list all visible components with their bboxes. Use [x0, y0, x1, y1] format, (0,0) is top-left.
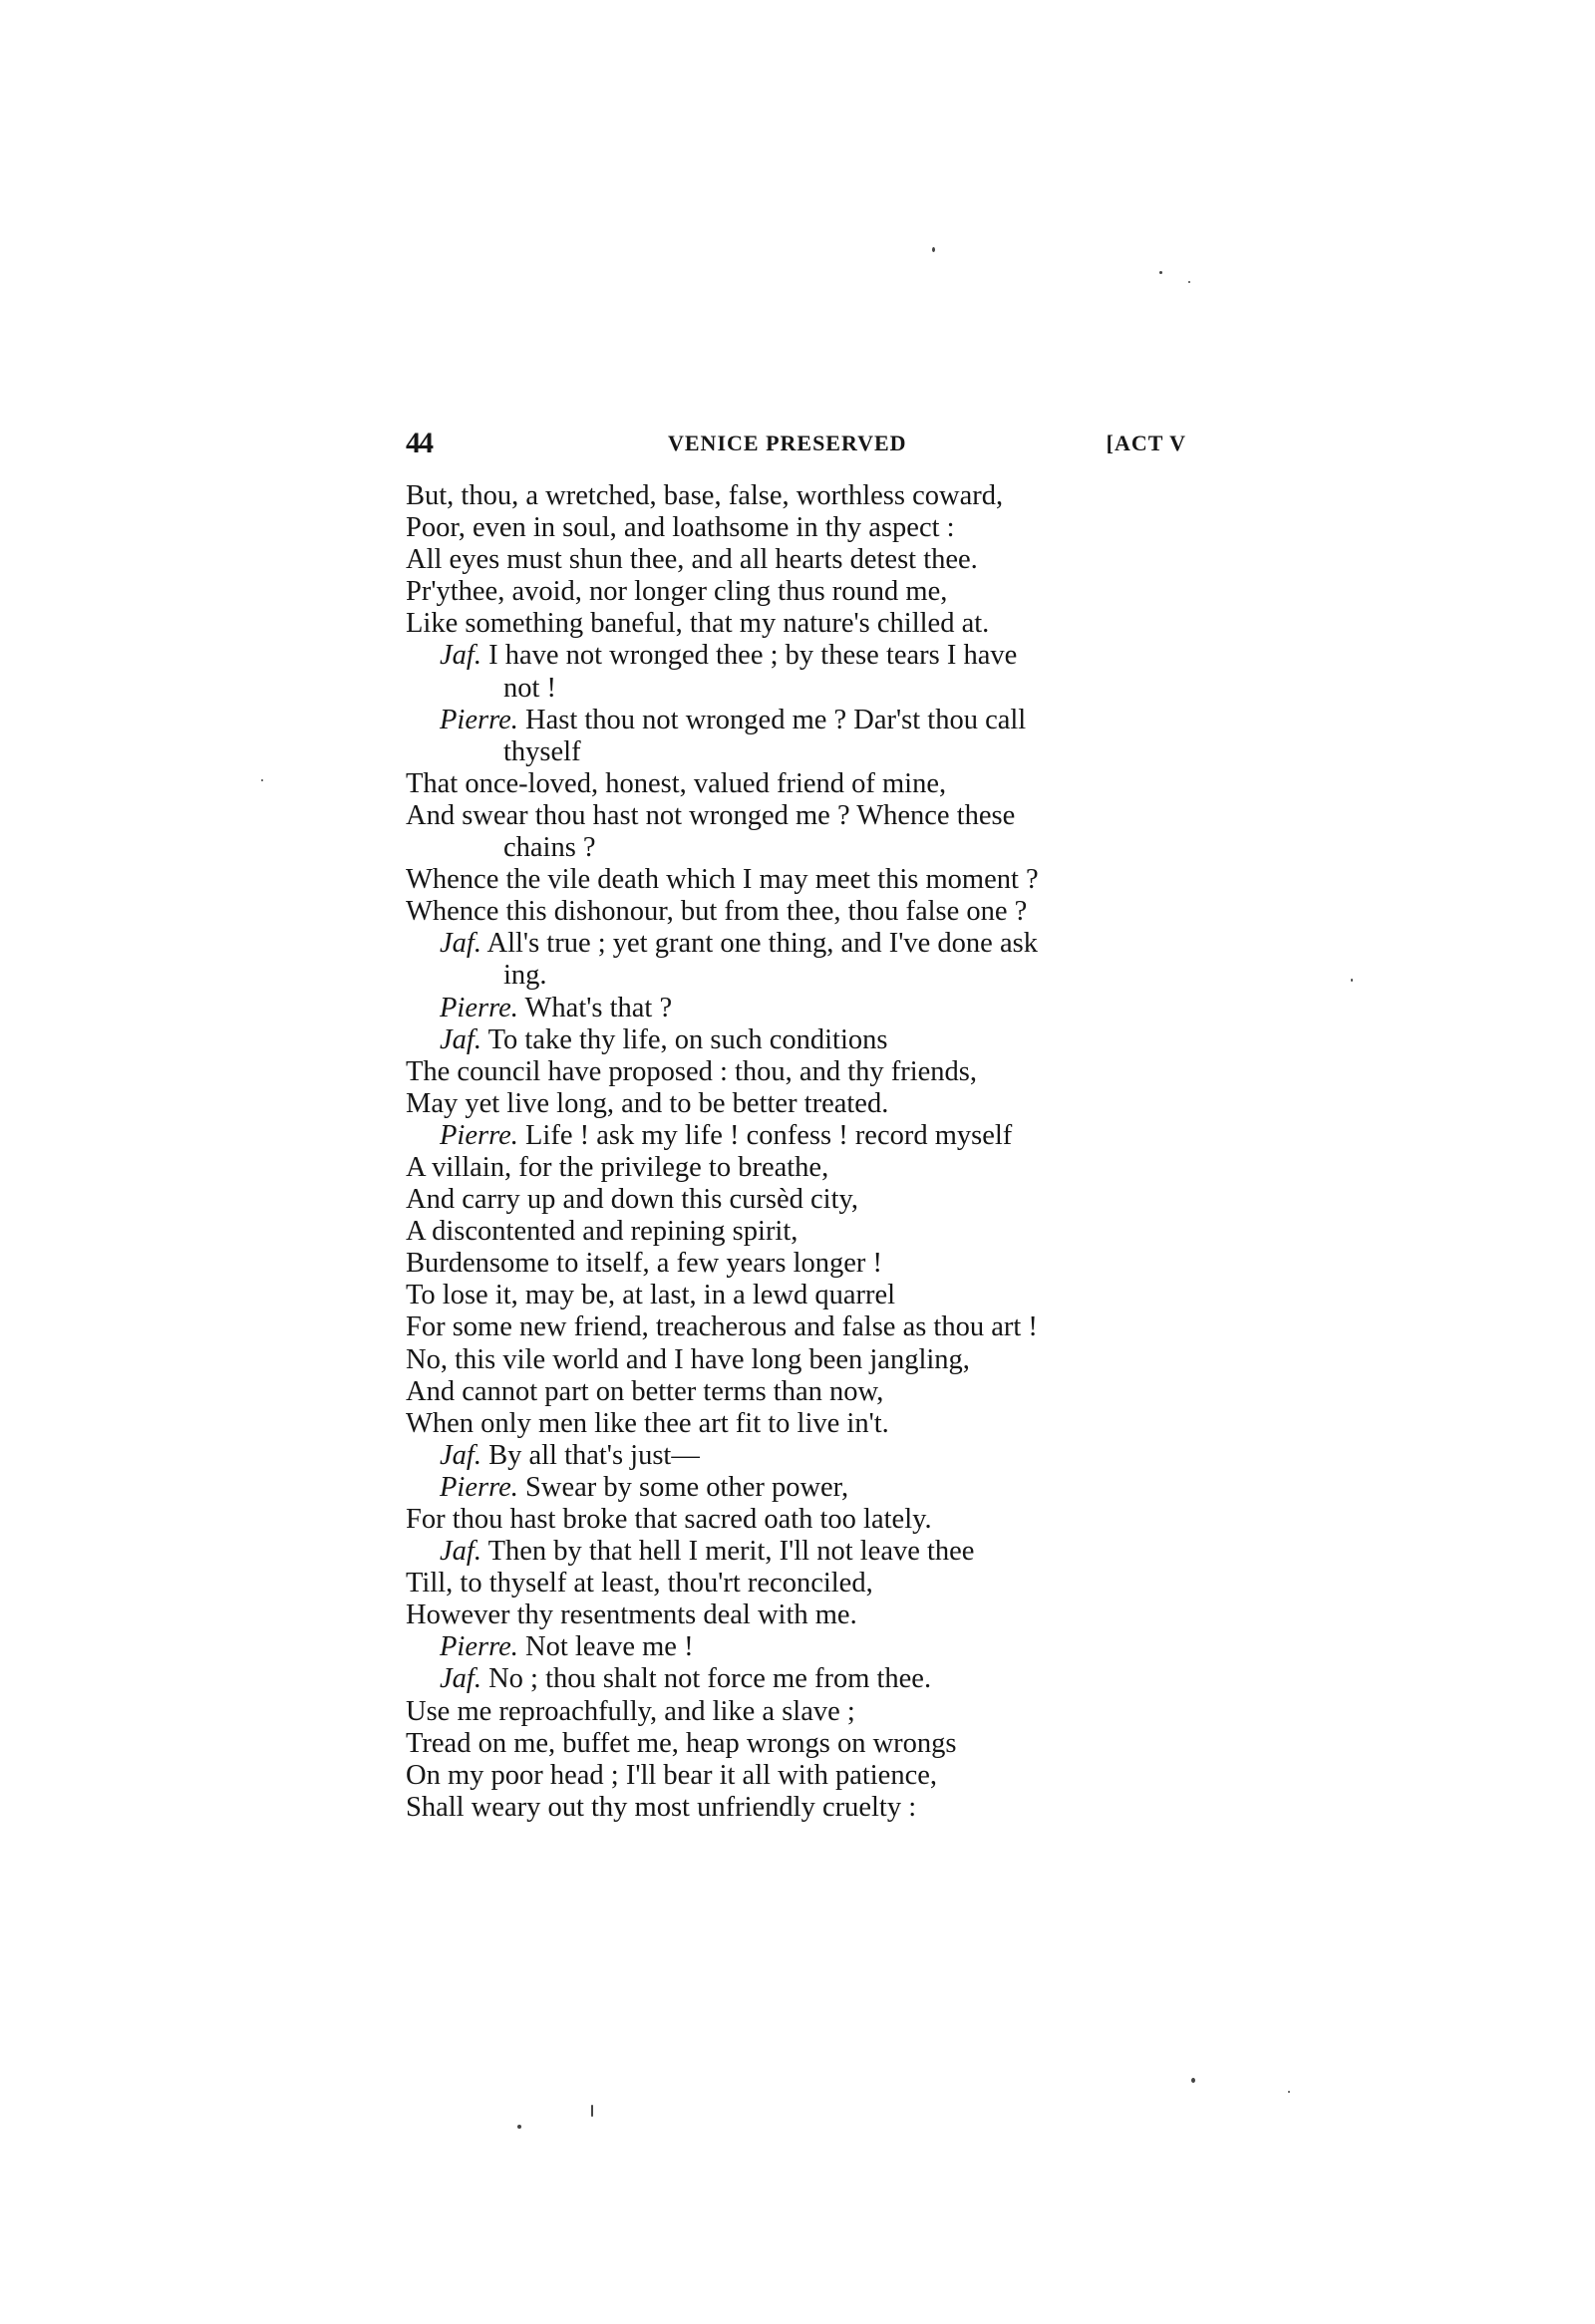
- verse-line: [406, 1536, 1203, 1568]
- line-text: A villain, for the privilege to breathe,: [406, 1151, 829, 1183]
- verse-line: [406, 736, 1203, 768]
- speaker-name: Pierre.: [440, 992, 518, 1023]
- line-text: To lose it, may be, at last, in a lewd quarrel: [406, 1280, 896, 1311]
- verse-line: [406, 1504, 1203, 1536]
- verse-line: [406, 896, 1203, 928]
- speaker-name: Pierre.: [440, 704, 518, 735]
- verse-line: [406, 1088, 1203, 1120]
- verse-line: [406, 1311, 1203, 1343]
- scan-speck: [261, 779, 263, 781]
- line-text: Shall weary out thy most unfriendly cruelty :: [406, 1791, 917, 1823]
- verse-text: [406, 480, 1203, 1824]
- verse-line: [406, 1599, 1203, 1631]
- line-text: No, this vile world and I have long been jangling,: [406, 1343, 970, 1375]
- verse-line: [406, 673, 1203, 705]
- verse-line: [406, 928, 1203, 960]
- act-label: [ACT V: [1106, 431, 1186, 455]
- line-text: thyself: [503, 735, 581, 767]
- line-text: ing.: [503, 960, 547, 992]
- line-text: chains ?: [503, 832, 596, 864]
- scan-speck: [591, 2105, 593, 2117]
- verse-line: [406, 993, 1203, 1024]
- verse-line: [406, 480, 1203, 512]
- line-text: On my poor head ; I'll bear it all with patience,: [406, 1759, 938, 1791]
- line-text: All's true ; yet grant one thing, and I've done ask: [486, 928, 1038, 960]
- speaker-name: Jaf.: [440, 928, 481, 960]
- verse-line: [406, 1568, 1203, 1599]
- running-title: VENICE PRESERVED: [668, 431, 907, 455]
- line-text: Poor, even in soul, and loathsome in thy aspect :: [406, 512, 955, 544]
- verse-line: [406, 1760, 1203, 1792]
- page-header: [406, 427, 1186, 460]
- line-text: May yet live long, and to be better treated.: [406, 1087, 889, 1119]
- line-text: For some new friend, treacherous and false as thou art !: [406, 1311, 1038, 1343]
- scan-speck: [1351, 979, 1353, 982]
- verse-line: [406, 1280, 1203, 1311]
- verse-line: [406, 544, 1203, 576]
- scan-speck: [1191, 2078, 1195, 2083]
- line-text: Like something baneful, that my nature's chilled at.: [406, 608, 990, 640]
- speaker-name: Jaf.: [440, 1439, 481, 1471]
- line-text: However thy resentments deal with me.: [406, 1599, 857, 1631]
- line-text: Then by that hell I merit, I'll not leave thee: [487, 1536, 975, 1568]
- scan-speck: [1159, 271, 1162, 274]
- verse-line: [406, 1120, 1203, 1152]
- line-text: I have not wronged thee ; by these tears I have: [488, 640, 1018, 672]
- speaker-name: Jaf.: [440, 1023, 481, 1055]
- speaker-name: Pierre.: [440, 1631, 518, 1663]
- verse-line: [406, 608, 1203, 640]
- verse-line: [406, 1216, 1203, 1248]
- line-text: But, thou, a wretched, base, false, worthless coward,: [406, 480, 1004, 511]
- speaker-name: Pierre.: [440, 1119, 518, 1151]
- verse-line: [406, 1663, 1203, 1695]
- verse-line: [406, 512, 1203, 544]
- verse-line: [406, 1408, 1203, 1440]
- scan-speck: [1288, 2091, 1290, 2093]
- line-text: To take thy life, on such conditions: [487, 1023, 888, 1055]
- verse-line: [406, 1631, 1203, 1663]
- line-text: Burdensome to itself, a few years longer !: [406, 1248, 883, 1280]
- verse-line: [406, 1248, 1203, 1280]
- line-text: Whence the vile death which I may meet this moment ?: [406, 864, 1039, 896]
- verse-line: [406, 1056, 1203, 1088]
- verse-line: [406, 1376, 1203, 1408]
- verse-line: [406, 1024, 1203, 1056]
- speaker-name: Jaf.: [440, 1663, 481, 1695]
- verse-line: [406, 1152, 1203, 1184]
- verse-line: [406, 832, 1203, 864]
- line-text: By all that's just—: [488, 1439, 700, 1471]
- page-number: 44: [406, 427, 432, 459]
- scan-speck: [517, 2125, 521, 2129]
- line-text: Till, to thyself at least, thou'rt reconciled,: [406, 1568, 873, 1599]
- line-text: Hast thou not wronged me ? Dar'st thou call: [525, 704, 1027, 735]
- scan-speck: [932, 247, 935, 252]
- verse-line: [406, 640, 1203, 672]
- verse-line: [406, 705, 1203, 736]
- line-text: not !: [503, 672, 557, 704]
- scan-speck: [1188, 281, 1190, 283]
- line-text: And swear thou hast not wronged me ? Whence these: [406, 799, 1016, 831]
- line-text: What's that ?: [524, 992, 673, 1023]
- verse-line: [406, 1184, 1203, 1216]
- line-text: And cannot part on better terms than now,: [406, 1375, 884, 1407]
- line-text: The council have proposed : thou, and thy friends,: [406, 1055, 978, 1087]
- line-text: When only men like thee art fit to live in't.: [406, 1407, 889, 1439]
- line-text: And carry up and down this cursèd city,: [406, 1184, 859, 1216]
- verse-line: [406, 864, 1203, 896]
- speaker-name: Jaf.: [440, 1536, 481, 1568]
- verse-line: [406, 960, 1203, 992]
- verse-line: [406, 768, 1203, 800]
- speaker-name: Pierre.: [440, 1471, 518, 1503]
- verse-line: [406, 1696, 1203, 1728]
- line-text: Life ! ask my life ! confess ! record myself: [525, 1119, 1013, 1151]
- verse-line: [406, 576, 1203, 608]
- speaker-name: Jaf.: [440, 640, 481, 672]
- line-text: No ; thou shalt not force me from thee.: [488, 1663, 932, 1695]
- verse-line: [406, 1728, 1203, 1760]
- line-text: That once-loved, honest, valued friend of mine,: [406, 767, 947, 799]
- verse-line: [406, 1440, 1203, 1472]
- line-text: Pr'ythee, avoid, nor longer cling thus round me,: [406, 576, 948, 608]
- verse-line: [406, 1792, 1203, 1824]
- verse-line: [406, 800, 1203, 832]
- line-text: For thou hast broke that sacred oath too lately.: [406, 1504, 932, 1535]
- line-text: Use me reproachfully, and like a slave ;: [406, 1695, 855, 1727]
- line-text: A discontented and repining spirit,: [406, 1216, 798, 1248]
- verse-line: [406, 1344, 1203, 1376]
- line-text: Not leave me !: [525, 1631, 694, 1663]
- line-text: Tread on me, buffet me, heap wrongs on wrongs: [406, 1727, 957, 1759]
- line-text: Swear by some other power,: [525, 1471, 849, 1503]
- line-text: All eyes must shun thee, and all hearts detest thee.: [406, 544, 978, 576]
- verse-line: [406, 1472, 1203, 1504]
- line-text: Whence this dishonour, but from thee, thou false one ?: [406, 896, 1028, 928]
